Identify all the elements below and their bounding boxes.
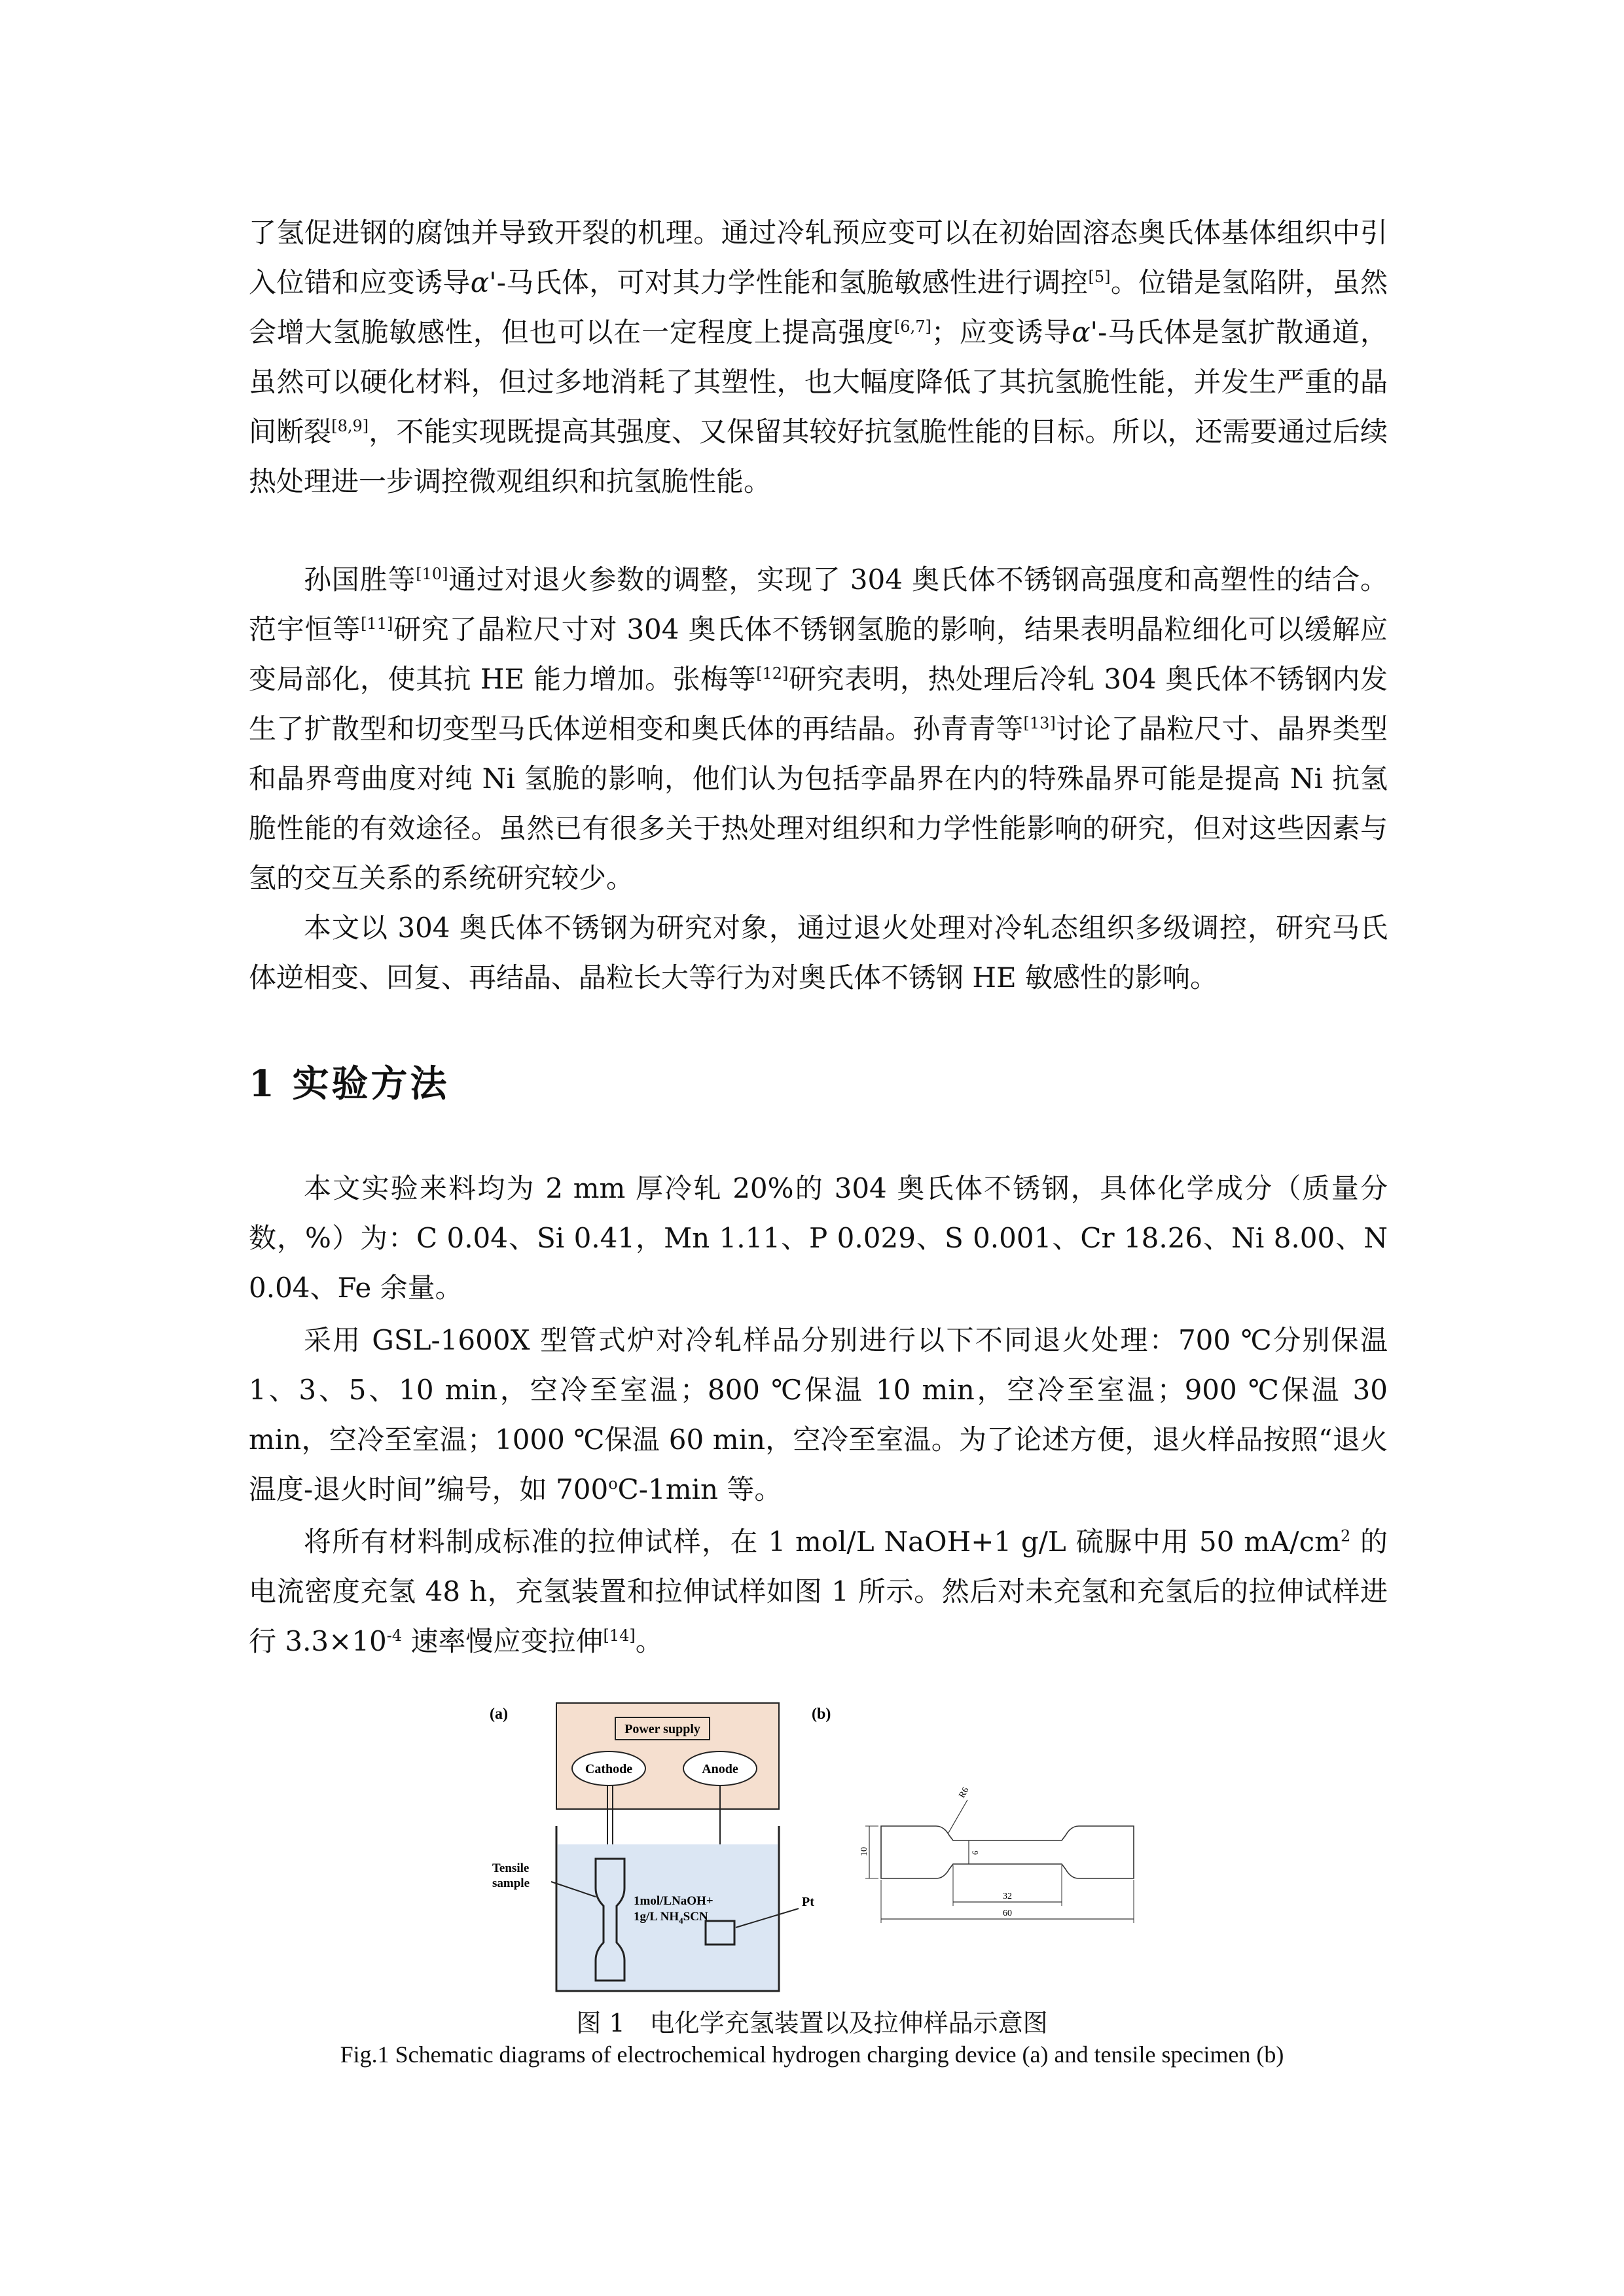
text: 采用 GSL-1600X 型管式炉对冷轧样品分别进行以下不同退火处理：700 ℃分别保温 1、3、5、10 min，空冷至室温；800 ℃保温 10 min，空冷至室温；900 ℃保温 30 min，空冷至室温；1000 ℃保温 60 min，空冷至室温。为了论述方便，退火样品按照“退火温度-退火时间”编号，如 700: [249, 1324, 1388, 1505]
text: 的电流密度充氢 48 h，充氢装置和拉伸试样如图 1 所示。然后对未充氢和充氢后的拉伸试样进行 3.3×10: [249, 1526, 1388, 1657]
solution-label-1: 1mol/LNaOH+: [634, 1894, 713, 1908]
text: 。位错是氢陷阱，虽然会增大氢脆敏感性，但也可以在一定程度上提高强度: [249, 266, 1388, 348]
degree-superscript: o: [608, 1475, 618, 1493]
tensile-label-2: sample: [492, 1876, 530, 1890]
text: 速率慢应变拉伸: [402, 1625, 604, 1657]
tensile-specimen-outline: [881, 1826, 1134, 1878]
alpha-symbol: α': [470, 266, 497, 298]
anode-label: Anode: [702, 1762, 738, 1776]
text: ，不能实现既提高其强度、又保留其较好抗氢脆性能的目标。所以，还需要通过后续热处理进一步调控微观组织和抗氢脆性能。: [249, 416, 1388, 497]
pt-label: Pt: [802, 1895, 814, 1909]
dim-width: 10: [859, 1847, 869, 1856]
tensile-label-1: Tensile: [492, 1861, 530, 1875]
citation-ref: [8,9]: [331, 417, 369, 435]
panel-a: [490, 1703, 814, 1991]
citation-ref: [14]: [603, 1626, 636, 1645]
paragraph-2: [249, 555, 1388, 903]
citation-ref: [6,7]: [893, 317, 931, 336]
section-heading: 1 实验方法: [249, 1062, 450, 1105]
figure-caption-en: Fig.1 Schematic diagrams of electrochemical hydrogen charging device (a) and tensile specimen (b): [340, 2041, 1284, 2068]
paragraph-1: [249, 208, 1388, 507]
paragraph-3: 本文以 304 奥氏体不锈钢为研究对象，通过退火处理对冷轧态组织多级调控，研究马氏体逆相变、回复、再结晶、晶粒长大等行为对奥氏体不锈钢 HE 敏感性的影响。: [249, 912, 1388, 994]
power-supply-label: Power supply: [624, 1722, 700, 1736]
radius-leader: [948, 1800, 967, 1834]
dim-total-length: 60: [1003, 1909, 1012, 1918]
panel-b-label: (b): [812, 1706, 831, 1723]
text: 通过对退火参数的调整，实现了 304 奥氏体不锈钢高强度和高塑性的结合。范宇恒等: [249, 564, 1388, 645]
text: 将所有材料制成标准的拉伸试样，在 1 mol/L NaOH+1 g/L 硫脲中用 50 mA/cm: [304, 1526, 1341, 1558]
citation-ref: [12]: [756, 664, 789, 683]
figure-caption-cn: 图 1 电化学充氢装置以及拉伸样品示意图: [576, 2009, 1048, 2037]
text: 研究了晶粒尺寸对 304 奥氏体不锈钢氢脆的影响，结果表明晶粒细化可以缓解应变局部化，使其抗 HE 能力增加。张梅等: [249, 613, 1388, 695]
citation-ref: [11]: [361, 615, 393, 633]
paragraph-4: 本文实验来料均为 2 mm 厚冷轧 20%的 304 奥氏体不锈钢，具体化学成分（质量分数，%）为：C 0.04、Si 0.41，Mn 1.11、P 0.029、S 0.001、Cr 18.26、Ni 8.00、N 0.04、Fe 余量。: [249, 1172, 1388, 1304]
text: ；应变诱导: [931, 316, 1072, 348]
text: 研究表明，热处理后冷轧 304 奥氏体不锈钢内发生了扩散型和切变型马氏体逆相变和奥氏体的再结晶。孙青青等: [249, 663, 1388, 745]
panel-b: [812, 1706, 1134, 1923]
solution-label-2: 1g/L $NH_4SCN$: [634, 1910, 708, 1926]
panel-a-label: (a): [490, 1706, 508, 1723]
text: 讨论了晶粒尺寸、晶界类型和晶界弯曲度对纯 Ni 氢脆的影响，他们认为包括孪晶界在内的特殊晶界可能是提高 Ni 抗氢脆性能的有效途径。虽然已有很多关于热处理对组织和力学性能影响的研究，但对这些因素与氢的交互关系的系统研究较少。: [249, 713, 1388, 894]
citation-ref: [5]: [1088, 268, 1111, 286]
dim-gauge-length: 32: [1003, 1892, 1012, 1901]
citation-ref: [10]: [416, 565, 448, 583]
cathode-label: Cathode: [585, 1762, 633, 1776]
text: C-1min 等。: [617, 1473, 782, 1505]
text: -马氏体是氢扩散通道，虽然可以硬化材料，但过多地消耗了其塑性，也大幅度降低了其抗氢脆性能，并发生严重的晶间断裂: [249, 316, 1388, 448]
superscript: -4: [386, 1626, 403, 1645]
text: -马氏体，可对其力学性能和氢脆敏感性进行调控: [496, 266, 1089, 298]
text: 了氢促进钢的腐蚀并导致开裂的机理。通过冷轧预应变可以在初始固溶态奥氏体基体组织中引入位错和应变诱导: [249, 217, 1388, 298]
superscript: 2: [1340, 1527, 1351, 1545]
paragraph-5: [249, 1316, 1388, 1515]
paragraph-6: [249, 1517, 1388, 1666]
citation-ref: [13]: [1023, 714, 1056, 732]
figure-1: [478, 1695, 1362, 1996]
text: 孙国胜等: [304, 564, 416, 596]
text: 。: [635, 1625, 663, 1657]
alpha-symbol: α': [1072, 316, 1098, 348]
dim-radius: R6: [957, 1785, 971, 1800]
dim-gauge-width: 6: [970, 1850, 980, 1855]
